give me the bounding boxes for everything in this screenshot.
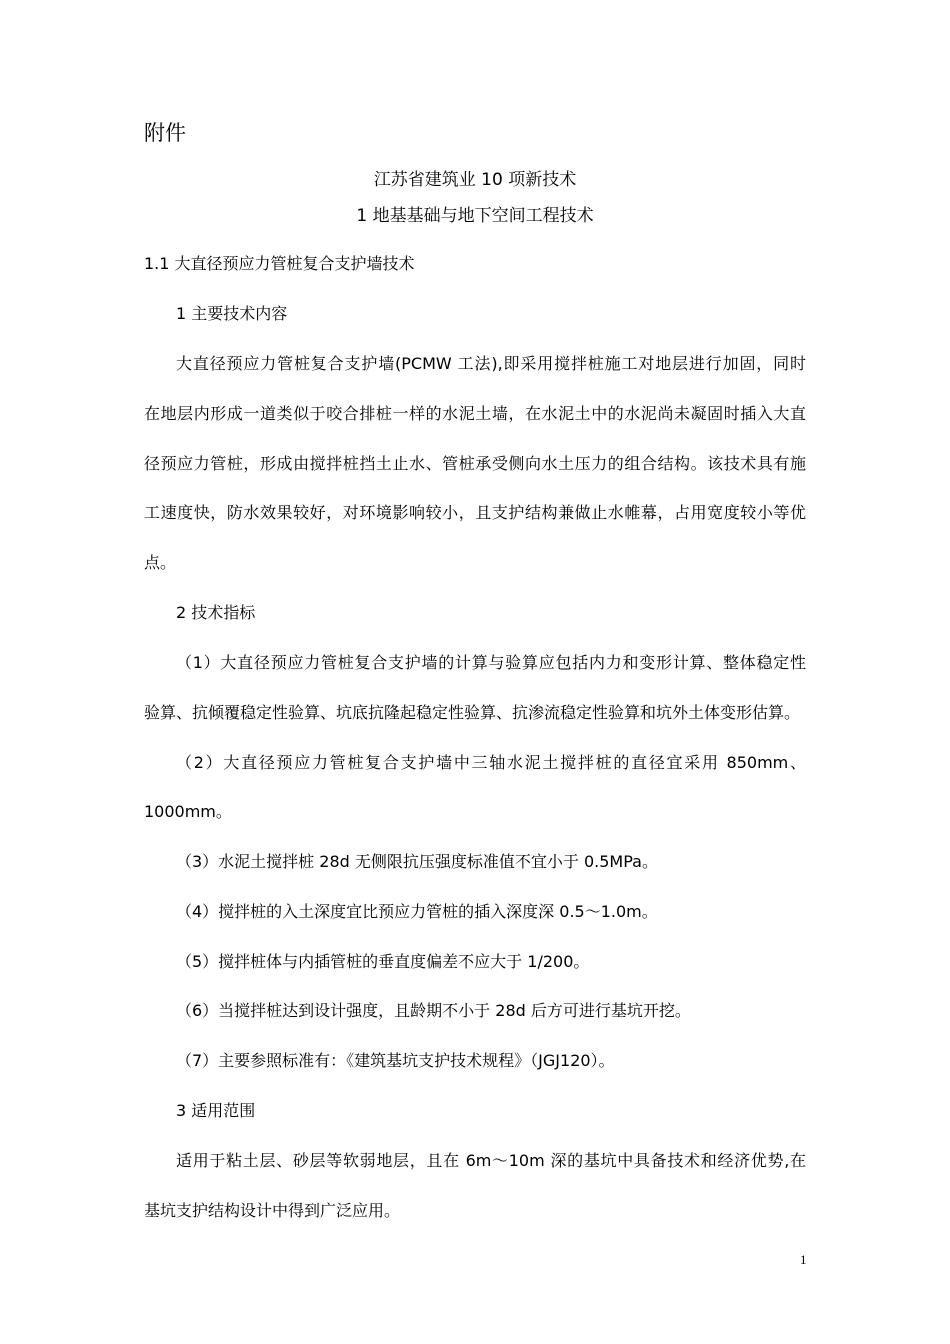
subsection-heading-indicators: 2 技术指标 xyxy=(176,603,256,622)
item2-line: 1000mm。 xyxy=(144,802,232,821)
section-heading: 1.1 大直径预应力管桩复合支护墙技术 xyxy=(144,254,415,273)
item4: （4）搅拌桩的入土深度宜比预应力管桩的插入深度深 0.5～1.0m。 xyxy=(176,902,658,921)
subsection-heading-content: 1 主要技术内容 xyxy=(176,304,288,323)
attachment-label: 附件 xyxy=(144,121,186,145)
item2-line: （2）大直径预应力管桩复合支护墙中三轴水泥土搅拌桩的直径宜采用 850mm、 xyxy=(176,753,806,772)
item3: （3）水泥土搅拌桩 28d 无侧限抗压强度标准值不宜小于 0.5MPa。 xyxy=(176,852,658,871)
item1-line: 验算、抗倾覆稳定性验算、坑底抗隆起稳定性验算、抗渗流稳定性验算和坑外土体变形估算。 xyxy=(144,703,801,722)
page-number: 1 xyxy=(800,1252,807,1267)
para3-line: 适用于粘土层、砂层等软弱地层，且在 6m～10m 深的基坑中具备技术和经济优势,在 xyxy=(176,1151,806,1170)
item5: （5）搅拌桩体与内插管桩的垂直度偏差不应大于 1/200。 xyxy=(176,952,590,971)
chapter-title: 1 地基基础与地下空间工程技术 xyxy=(356,206,594,226)
para1-line: 径预应力管桩，形成由搅拌桩挡土止水、管桩承受侧向水土压力的组合结构。该技术具有施 xyxy=(144,454,806,473)
item7: （7）主要参照标准有：《建筑基坑支护技术规程》（JGJ120）。 xyxy=(176,1051,615,1070)
document-title: 江苏省建筑业 10 项新技术 xyxy=(373,170,577,190)
subsection-heading-scope: 3 适用范围 xyxy=(176,1101,256,1120)
para1-line: 工速度快，防水效果较好，对环境影响较小，且支护结构兼做止水帷幕，占用宽度较小等优 xyxy=(144,503,806,522)
para1-line: 点。 xyxy=(144,553,177,572)
para1-line: 大直径预应力管桩复合支护墙(PCMW 工法),即采用搅拌桩施工对地层进行加固，同时 xyxy=(176,354,806,373)
para1-line: 在地层内形成一道类似于咬合排桩一样的水泥土墙，在水泥土中的水泥尚未凝固时插入大直 xyxy=(144,404,806,423)
item6: （6）当搅拌桩达到设计强度，且龄期不小于 28d 后方可进行基坑开挖。 xyxy=(176,1001,691,1020)
para3-line: 基坑支护结构设计中得到广泛应用。 xyxy=(144,1201,401,1220)
item1-line: （1）大直径预应力管桩复合支护墙的计算与验算应包括内力和变形计算、整体稳定性 xyxy=(176,653,806,672)
